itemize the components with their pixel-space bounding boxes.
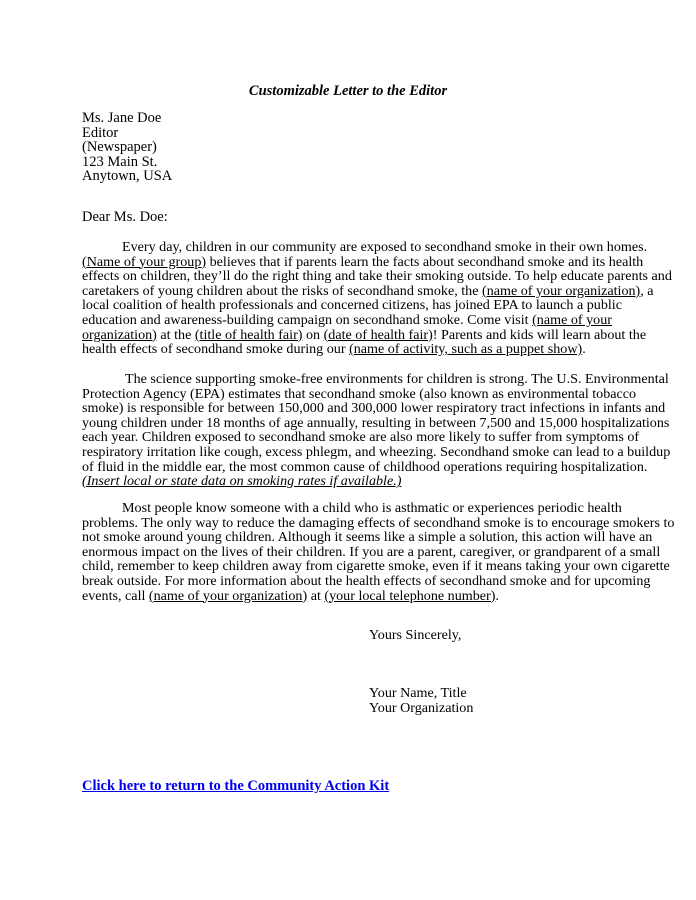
signature-block bbox=[369, 686, 473, 716]
paragraph-line: not smoke around young children. Although it seems like a simple a solution, this action will have an bbox=[82, 529, 653, 546]
placeholder-organization-name: (name of your organization) bbox=[148, 587, 308, 604]
paragraph-line: respiratory irritation like cough, excess phlegm, and wheezing. Secondhand smoke can lead to a buildup bbox=[82, 443, 671, 460]
address-line: 123 Main St. bbox=[82, 153, 158, 170]
salutation: Dear Ms. Doe: bbox=[82, 209, 168, 225]
paragraph-line: young children under 18 months of age annually, resulting in between 7,500 and 15,000 hospitalizations bbox=[82, 414, 670, 431]
paragraph-line: local coalition of health professionals and concerned citizens, has joined EPA to launch a public bbox=[82, 297, 622, 314]
placeholder-organization-name: (name of your organization) bbox=[482, 282, 641, 299]
paragraph-intro bbox=[82, 239, 672, 358]
address-line: Editor bbox=[82, 124, 119, 141]
paragraph-line: child, remember to keep children away from cigarette smoke, even if it means taking your own cigarette bbox=[82, 558, 670, 575]
address-line: Anytown, USA bbox=[82, 168, 173, 185]
paragraph-line: events, call (name of your organization) at (your local telephone number). bbox=[82, 587, 499, 604]
signature-name: Your Name, Title bbox=[369, 685, 467, 701]
placeholder-local-data: (Insert local or state data on smoking rates if available.) bbox=[82, 473, 402, 490]
placeholder-telephone-number: (your local telephone number) bbox=[324, 587, 496, 604]
placeholder-organization-name: organization) bbox=[82, 326, 157, 343]
paragraph-call-to-action bbox=[82, 500, 675, 604]
paragraph-line: Protection Agency (EPA) estimates that secondhand smoke (also known as environmental tobacco bbox=[82, 385, 637, 402]
address-line: (Newspaper) bbox=[82, 139, 157, 156]
paragraph-line: Most people know someone with a child who is asthmatic or experiences periodic health bbox=[122, 500, 622, 516]
address-line: Ms. Jane Doe bbox=[82, 110, 162, 126]
placeholder-health-fair-date: (date of health fair) bbox=[323, 326, 433, 343]
placeholder-health-fair-title: (title of health fair) bbox=[194, 326, 303, 343]
paragraph-line: Every day, children in our community are exposed to secondhand smoke in their own homes. bbox=[122, 239, 648, 255]
paragraph-line: each year. Children exposed to secondhand smoke are also more likely to suffer from symptoms of bbox=[82, 429, 640, 446]
paragraph-line: break outside. For more information about the health effects of secondhand smoke and for upcoming bbox=[82, 572, 651, 589]
return-to-kit-link[interactable]: Click here to return to the Community Action Kit bbox=[82, 778, 390, 794]
closing: Yours Sincerely, bbox=[369, 627, 462, 643]
paragraph-line: (Name of your group) believes that if parents learn the facts about secondhand smoke and its health bbox=[82, 253, 644, 270]
paragraph-line: effects on children, they’ll do the right thing and take their smoking outside. To help educate parents and bbox=[82, 268, 672, 285]
signature-organization: Your Organization bbox=[369, 700, 474, 716]
page-title: Customizable Letter to the Editor bbox=[248, 83, 448, 99]
paragraph-science bbox=[82, 371, 671, 490]
paragraph-line: organization) at the (title of health fair) on (date of health fair)! Parents and kids will learn about the bbox=[82, 326, 647, 343]
paragraph-line: problems. The only way to reduce the damaging effects of secondhand smoke is to encourage smokers to bbox=[82, 514, 675, 531]
placeholder-activity-name: (name of activity, such as a puppet show) bbox=[349, 341, 583, 358]
paragraph-line: smoke) is responsible for between 150,000 and 300,000 lower respiratory tract infections in infants and bbox=[82, 400, 666, 417]
paragraph-line: enormous impact on the lives of their children. If you are a parent, caregiver, or grandparent of a small bbox=[82, 543, 661, 560]
paragraph-line: The science supporting smoke-free environments for children is strong. The U.S. Environmental bbox=[125, 371, 669, 387]
paragraph-line: of fluid in the middle ear, the most common cause of childhood operations requiring hospitalization. bbox=[82, 458, 648, 475]
placeholder-group-name: (Name of your group) bbox=[82, 253, 207, 270]
recipient-address bbox=[82, 111, 172, 184]
placeholder-organization-name: (name of your bbox=[532, 311, 612, 328]
paragraph-line: education and awareness-building campaign on secondhand smoke. Come visit (name of your bbox=[82, 311, 612, 328]
paragraph-line: health effects of secondhand smoke during our (name of activity, such as a puppet show). bbox=[82, 341, 586, 358]
paragraph-line: caretakers of young children about the risks of secondhand smoke, the (name of your organization), a bbox=[82, 282, 654, 299]
